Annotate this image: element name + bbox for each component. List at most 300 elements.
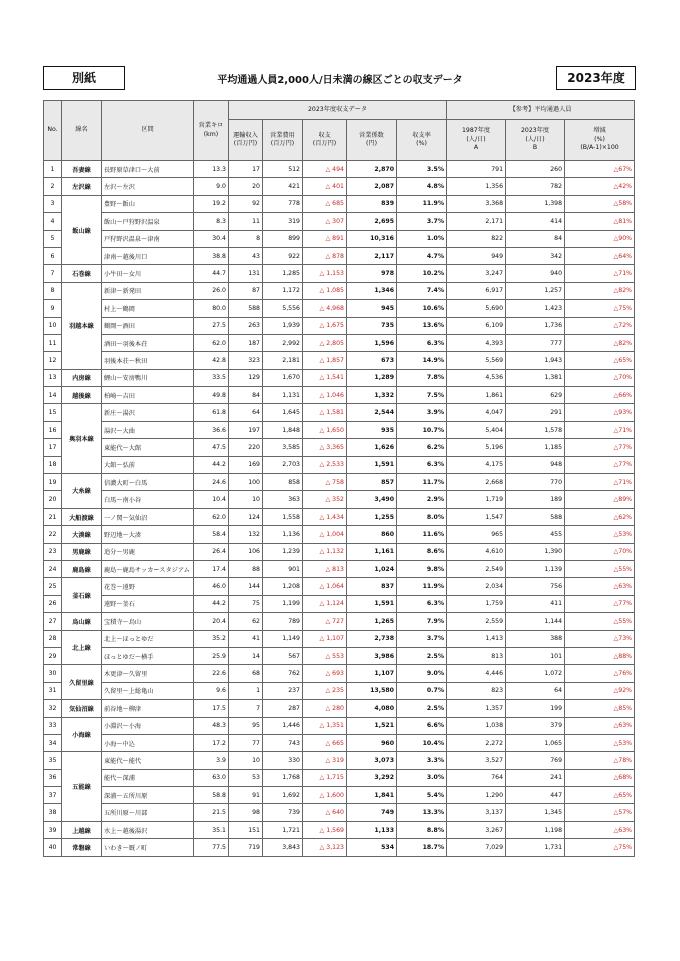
passengers-2023-cell: 189 — [506, 491, 565, 508]
ratio-cell: 10.4% — [397, 734, 447, 751]
row-number: 33 — [44, 717, 62, 734]
cost-cell: 762 — [263, 665, 303, 682]
balance-cell: △ 401 — [303, 178, 347, 195]
passengers-2023-cell: 241 — [506, 769, 565, 786]
km-cell: 62.0 — [194, 508, 229, 525]
cost-cell: 5,556 — [263, 300, 303, 317]
section-cell: 新庄～湯沢 — [102, 404, 194, 421]
coefficient-cell: 1,841 — [347, 787, 397, 804]
revenue-cell: 124 — [229, 508, 263, 525]
change-cell: △73% — [565, 630, 635, 647]
table-row — [44, 387, 635, 404]
revenue-cell: 17 — [229, 161, 263, 178]
coefficient-cell: 1,346 — [347, 282, 397, 299]
km-cell: 44.2 — [194, 456, 229, 473]
revenue-cell: 588 — [229, 300, 263, 317]
passengers-2023-cell: 64 — [506, 682, 565, 699]
header-ratio: 収支率 (%) — [397, 120, 447, 161]
section-cell: 水上～越後湯沢 — [102, 821, 194, 838]
line-name-cell: 男鹿線 — [62, 543, 102, 560]
km-cell: 27.5 — [194, 317, 229, 334]
ratio-cell: 18.7% — [397, 839, 447, 856]
balance-cell: △ 1,650 — [303, 421, 347, 438]
balance-cell: △ 1,541 — [303, 369, 347, 386]
coefficient-cell: 3,292 — [347, 769, 397, 786]
cost-cell: 743 — [263, 734, 303, 751]
coefficient-cell: 673 — [347, 352, 397, 369]
row-number: 28 — [44, 630, 62, 647]
km-cell: 3.9 — [194, 752, 229, 769]
ratio-cell: 9.0% — [397, 665, 447, 682]
km-cell: 10.4 — [194, 491, 229, 508]
change-cell: △70% — [565, 369, 635, 386]
row-number: 37 — [44, 787, 62, 804]
passengers-2023-cell: 1,381 — [506, 369, 565, 386]
section-cell: 湯沢～大曲 — [102, 421, 194, 438]
change-cell: △75% — [565, 839, 635, 856]
passengers-1987-cell: 3,368 — [447, 195, 506, 212]
passengers-1987-cell: 4,175 — [447, 456, 506, 473]
table-row — [44, 213, 635, 230]
passengers-1987-cell: 813 — [447, 647, 506, 664]
revenue-cell: 220 — [229, 439, 263, 456]
passengers-1987-cell: 791 — [447, 161, 506, 178]
line-name-cell: 羽越本線 — [62, 282, 102, 369]
coefficient-cell: 735 — [347, 317, 397, 334]
coefficient-cell: 978 — [347, 265, 397, 282]
change-cell: △82% — [565, 334, 635, 351]
change-cell: △58% — [565, 195, 635, 212]
line-name-cell: 大湊線 — [62, 526, 102, 543]
km-cell: 80.0 — [194, 300, 229, 317]
ratio-cell: 5.4% — [397, 787, 447, 804]
table-row — [44, 404, 635, 421]
passengers-2023-cell: 1,390 — [506, 543, 565, 560]
cost-cell: 237 — [263, 682, 303, 699]
revenue-cell: 10 — [229, 752, 263, 769]
passengers-2023-cell: 940 — [506, 265, 565, 282]
km-cell: 48.3 — [194, 717, 229, 734]
passengers-1987-cell: 965 — [447, 526, 506, 543]
table-row — [44, 352, 635, 369]
table-row — [44, 439, 635, 456]
balance-cell: △ 1,046 — [303, 387, 347, 404]
passengers-1987-cell: 2,034 — [447, 578, 506, 595]
table-row — [44, 752, 635, 769]
passengers-2023-cell: 782 — [506, 178, 565, 195]
change-cell: △82% — [565, 282, 635, 299]
document-title: 平均通過人員2,000人/日未満の線区ごとの収支データ — [217, 75, 463, 86]
section-cell: 飯山～戸狩野沢温泉 — [102, 213, 194, 230]
balance-cell: △ 235 — [303, 682, 347, 699]
header-change: 増減 (%) (B/A-1)×100 — [565, 120, 635, 161]
section-cell: 鯉山～安房鴨川 — [102, 369, 194, 386]
cost-cell: 421 — [263, 178, 303, 195]
revenue-cell: 129 — [229, 369, 263, 386]
km-cell: 49.8 — [194, 387, 229, 404]
revenue-cell: 41 — [229, 630, 263, 647]
km-cell: 38.8 — [194, 247, 229, 264]
section-cell: 長野原草津口～大前 — [102, 161, 194, 178]
table-row — [44, 821, 635, 838]
section-cell: 小淵沢～小海 — [102, 717, 194, 734]
revenue-cell: 7 — [229, 700, 263, 717]
row-number: 20 — [44, 491, 62, 508]
passengers-2023-cell: 291 — [506, 404, 565, 421]
passengers-1987-cell: 1,357 — [447, 700, 506, 717]
balance-cell: △ 1,675 — [303, 317, 347, 334]
change-cell: △71% — [565, 474, 635, 491]
passengers-2023-cell: 1,185 — [506, 439, 565, 456]
coefficient-cell: 1,289 — [347, 369, 397, 386]
section-cell: 羽後本荘～秋田 — [102, 352, 194, 369]
passengers-1987-cell: 5,404 — [447, 421, 506, 438]
km-cell: 35.1 — [194, 821, 229, 838]
table-row — [44, 560, 635, 577]
header-passengers-1987: 1987年度 (人/日) A — [447, 120, 506, 161]
line-name-cell: 左沢線 — [62, 178, 102, 195]
row-number: 34 — [44, 734, 62, 751]
passengers-1987-cell: 1,413 — [447, 630, 506, 647]
ratio-cell: 6.3% — [397, 595, 447, 612]
section-cell: 東能代～能代 — [102, 752, 194, 769]
table-row — [44, 334, 635, 351]
row-number: 31 — [44, 682, 62, 699]
balance-cell: △ 1,581 — [303, 404, 347, 421]
balance-cell: △ 494 — [303, 161, 347, 178]
row-number: 14 — [44, 387, 62, 404]
row-number: 2 — [44, 178, 62, 195]
cost-cell: 319 — [263, 213, 303, 230]
header-km: 営業キロ (km) — [194, 101, 229, 161]
balance-cell: △ 685 — [303, 195, 347, 212]
header-line: 線名 — [62, 101, 102, 161]
ratio-cell: 10.6% — [397, 300, 447, 317]
cost-cell: 1,848 — [263, 421, 303, 438]
balance-cell: △ 2,805 — [303, 334, 347, 351]
header-section: 区間 — [102, 101, 194, 161]
table-row — [44, 421, 635, 438]
coefficient-cell: 1,626 — [347, 439, 397, 456]
revenue-cell: 88 — [229, 560, 263, 577]
cost-cell: 1,208 — [263, 578, 303, 595]
change-cell: △71% — [565, 421, 635, 438]
section-cell: 白馬～南小谷 — [102, 491, 194, 508]
line-name-cell: 釜石線 — [62, 578, 102, 613]
section-cell: 鶴岡～酒田 — [102, 317, 194, 334]
coefficient-cell: 1,255 — [347, 508, 397, 525]
km-cell: 58.4 — [194, 526, 229, 543]
change-cell: △63% — [565, 578, 635, 595]
table-row — [44, 491, 635, 508]
km-cell: 9.6 — [194, 682, 229, 699]
km-cell: 13.3 — [194, 161, 229, 178]
revenue-cell: 1 — [229, 682, 263, 699]
passengers-2023-cell: 948 — [506, 456, 565, 473]
row-number: 27 — [44, 613, 62, 630]
cost-cell: 3,585 — [263, 439, 303, 456]
change-cell: △85% — [565, 700, 635, 717]
change-cell: △66% — [565, 387, 635, 404]
revenue-cell: 68 — [229, 665, 263, 682]
passengers-2023-cell: 414 — [506, 213, 565, 230]
ratio-cell: 13.6% — [397, 317, 447, 334]
cost-cell: 2,703 — [263, 456, 303, 473]
km-cell: 17.4 — [194, 560, 229, 577]
revenue-cell: 92 — [229, 195, 263, 212]
passengers-1987-cell: 822 — [447, 230, 506, 247]
row-number: 38 — [44, 804, 62, 821]
passengers-2023-cell: 1,072 — [506, 665, 565, 682]
line-name-cell: 鹿島線 — [62, 560, 102, 577]
row-number: 36 — [44, 769, 62, 786]
km-cell: 21.5 — [194, 804, 229, 821]
header-passengers-2023: 2023年度 (人/日) B — [506, 120, 565, 161]
passengers-2023-cell: 1,578 — [506, 421, 565, 438]
passengers-1987-cell: 3,137 — [447, 804, 506, 821]
revenue-expenditure-table — [43, 100, 635, 857]
cost-cell: 363 — [263, 491, 303, 508]
section-cell: 大館～弘前 — [102, 456, 194, 473]
revenue-cell: 75 — [229, 595, 263, 612]
km-cell: 46.0 — [194, 578, 229, 595]
balance-cell: △ 813 — [303, 560, 347, 577]
row-number: 35 — [44, 752, 62, 769]
km-cell: 61.8 — [194, 404, 229, 421]
passengers-2023-cell: 101 — [506, 647, 565, 664]
cost-cell: 739 — [263, 804, 303, 821]
balance-cell: △ 891 — [303, 230, 347, 247]
change-cell: △89% — [565, 491, 635, 508]
change-cell: △75% — [565, 300, 635, 317]
line-name-cell: 小海線 — [62, 717, 102, 752]
table-row — [44, 595, 635, 612]
line-name-cell: 久留里線 — [62, 665, 102, 700]
revenue-cell: 43 — [229, 247, 263, 264]
revenue-cell: 197 — [229, 421, 263, 438]
change-cell: △70% — [565, 543, 635, 560]
revenue-cell: 98 — [229, 804, 263, 821]
ratio-cell: 2.5% — [397, 700, 447, 717]
table-row — [44, 578, 635, 595]
ratio-cell: 11.6% — [397, 526, 447, 543]
cost-cell: 1,136 — [263, 526, 303, 543]
passengers-2023-cell: 411 — [506, 595, 565, 612]
revenue-cell: 14 — [229, 647, 263, 664]
balance-cell: △ 4,968 — [303, 300, 347, 317]
cost-cell: 330 — [263, 752, 303, 769]
row-number: 29 — [44, 647, 62, 664]
row-number: 10 — [44, 317, 62, 334]
change-cell: △93% — [565, 404, 635, 421]
passengers-2023-cell: 379 — [506, 717, 565, 734]
passengers-2023-cell: 1,198 — [506, 821, 565, 838]
km-cell: 8.3 — [194, 213, 229, 230]
passengers-2023-cell: 447 — [506, 787, 565, 804]
passengers-1987-cell: 823 — [447, 682, 506, 699]
change-cell: △88% — [565, 647, 635, 664]
section-cell: 村上～鶴岡 — [102, 300, 194, 317]
ratio-cell: 8.8% — [397, 821, 447, 838]
km-cell: 17.5 — [194, 700, 229, 717]
ratio-cell: 3.0% — [397, 769, 447, 786]
km-cell: 42.8 — [194, 352, 229, 369]
passengers-1987-cell: 2,272 — [447, 734, 506, 751]
balance-cell: △ 693 — [303, 665, 347, 682]
table-row — [44, 230, 635, 247]
balance-cell: △ 1,569 — [303, 821, 347, 838]
balance-cell: △ 665 — [303, 734, 347, 751]
cost-cell: 1,172 — [263, 282, 303, 299]
revenue-cell: 169 — [229, 456, 263, 473]
cost-cell: 567 — [263, 647, 303, 664]
row-number: 7 — [44, 265, 62, 282]
passengers-2023-cell: 588 — [506, 508, 565, 525]
passengers-1987-cell: 949 — [447, 247, 506, 264]
line-name-cell: 奥羽本線 — [62, 404, 102, 474]
balance-cell: △ 640 — [303, 804, 347, 821]
header-coefficient: 営業係数 (円) — [347, 120, 397, 161]
ratio-cell: 7.5% — [397, 387, 447, 404]
cost-cell: 1,446 — [263, 717, 303, 734]
km-cell: 19.2 — [194, 195, 229, 212]
header-group-reference: 【参考】平均通過人員 — [447, 101, 635, 120]
ratio-cell: 6.3% — [397, 456, 447, 473]
table-row — [44, 665, 635, 682]
coefficient-cell: 749 — [347, 804, 397, 821]
passengers-1987-cell: 4,393 — [447, 334, 506, 351]
passengers-1987-cell: 1,861 — [447, 387, 506, 404]
table-row — [44, 734, 635, 751]
row-number: 21 — [44, 508, 62, 525]
ratio-cell: 9.8% — [397, 560, 447, 577]
passengers-1987-cell: 2,559 — [447, 613, 506, 630]
section-cell: 花巻～遠野 — [102, 578, 194, 595]
line-name-cell: 吾妻線 — [62, 161, 102, 178]
table-row — [44, 161, 635, 178]
ratio-cell: 10.7% — [397, 421, 447, 438]
passengers-2023-cell: 1,257 — [506, 282, 565, 299]
section-cell: 能代～深浦 — [102, 769, 194, 786]
passengers-2023-cell: 1,139 — [506, 560, 565, 577]
table-body — [44, 161, 635, 857]
ratio-cell: 8.0% — [397, 508, 447, 525]
revenue-cell: 20 — [229, 178, 263, 195]
cost-cell: 2,992 — [263, 334, 303, 351]
km-cell: 9.0 — [194, 178, 229, 195]
change-cell: △65% — [565, 787, 635, 804]
change-cell: △77% — [565, 595, 635, 612]
coefficient-cell: 839 — [347, 195, 397, 212]
cost-cell: 1,645 — [263, 404, 303, 421]
balance-cell: △ 319 — [303, 752, 347, 769]
change-cell: △90% — [565, 230, 635, 247]
line-name-cell: 大船渡線 — [62, 508, 102, 525]
passengers-2023-cell: 769 — [506, 752, 565, 769]
balance-cell: △ 1,600 — [303, 787, 347, 804]
table-row — [44, 282, 635, 299]
passengers-1987-cell: 3,527 — [447, 752, 506, 769]
revenue-cell: 144 — [229, 578, 263, 595]
table-row — [44, 630, 635, 647]
passengers-2023-cell: 260 — [506, 161, 565, 178]
coefficient-cell: 1,265 — [347, 613, 397, 630]
change-cell: △53% — [565, 526, 635, 543]
passengers-1987-cell: 3,267 — [447, 821, 506, 838]
cost-cell: 789 — [263, 613, 303, 630]
revenue-cell: 106 — [229, 543, 263, 560]
km-cell: 35.2 — [194, 630, 229, 647]
km-cell: 62.0 — [194, 334, 229, 351]
row-number: 40 — [44, 839, 62, 856]
revenue-cell: 323 — [229, 352, 263, 369]
revenue-cell: 11 — [229, 213, 263, 230]
table-row — [44, 613, 635, 630]
attachment-label: 別紙 — [43, 66, 125, 90]
coefficient-cell: 3,073 — [347, 752, 397, 769]
passengers-2023-cell: 770 — [506, 474, 565, 491]
passengers-1987-cell: 5,196 — [447, 439, 506, 456]
change-cell: △72% — [565, 317, 635, 334]
change-cell: △53% — [565, 734, 635, 751]
ratio-cell: 11.7% — [397, 474, 447, 491]
row-number: 8 — [44, 282, 62, 299]
row-number: 16 — [44, 421, 62, 438]
ratio-cell: 7.9% — [397, 613, 447, 630]
row-number: 23 — [44, 543, 62, 560]
table-row — [44, 247, 635, 264]
section-cell: 豊野～飯山 — [102, 195, 194, 212]
passengers-1987-cell: 1,759 — [447, 595, 506, 612]
balance-cell: △ 758 — [303, 474, 347, 491]
table-row — [44, 300, 635, 317]
line-name-cell: 越後線 — [62, 387, 102, 404]
section-cell: 左沢～左沢 — [102, 178, 194, 195]
ratio-cell: 8.6% — [397, 543, 447, 560]
passengers-2023-cell: 84 — [506, 230, 565, 247]
change-cell: △77% — [565, 439, 635, 456]
section-cell: ほっとゆだ～横手 — [102, 647, 194, 664]
km-cell: 47.5 — [194, 439, 229, 456]
section-cell: 木更津～久留里 — [102, 665, 194, 682]
change-cell: △55% — [565, 613, 635, 630]
revenue-cell: 77 — [229, 734, 263, 751]
coefficient-cell: 1,596 — [347, 334, 397, 351]
change-cell: △71% — [565, 265, 635, 282]
cost-cell: 1,131 — [263, 387, 303, 404]
revenue-cell: 62 — [229, 613, 263, 630]
change-cell: △64% — [565, 247, 635, 264]
cost-cell: 899 — [263, 230, 303, 247]
ratio-cell: 6.2% — [397, 439, 447, 456]
passengers-2023-cell: 1,398 — [506, 195, 565, 212]
revenue-cell: 64 — [229, 404, 263, 421]
table-row — [44, 787, 635, 804]
cost-cell: 1,199 — [263, 595, 303, 612]
section-cell: 宝積寺～烏山 — [102, 613, 194, 630]
km-cell: 63.0 — [194, 769, 229, 786]
revenue-cell: 84 — [229, 387, 263, 404]
balance-cell: △ 1,351 — [303, 717, 347, 734]
passengers-1987-cell: 7,029 — [447, 839, 506, 856]
row-number: 13 — [44, 369, 62, 386]
km-cell: 58.8 — [194, 787, 229, 804]
change-cell: △77% — [565, 456, 635, 473]
ratio-cell: 0.7% — [397, 682, 447, 699]
line-name-cell: 飯山線 — [62, 195, 102, 265]
row-number: 32 — [44, 700, 62, 717]
change-cell: △63% — [565, 717, 635, 734]
